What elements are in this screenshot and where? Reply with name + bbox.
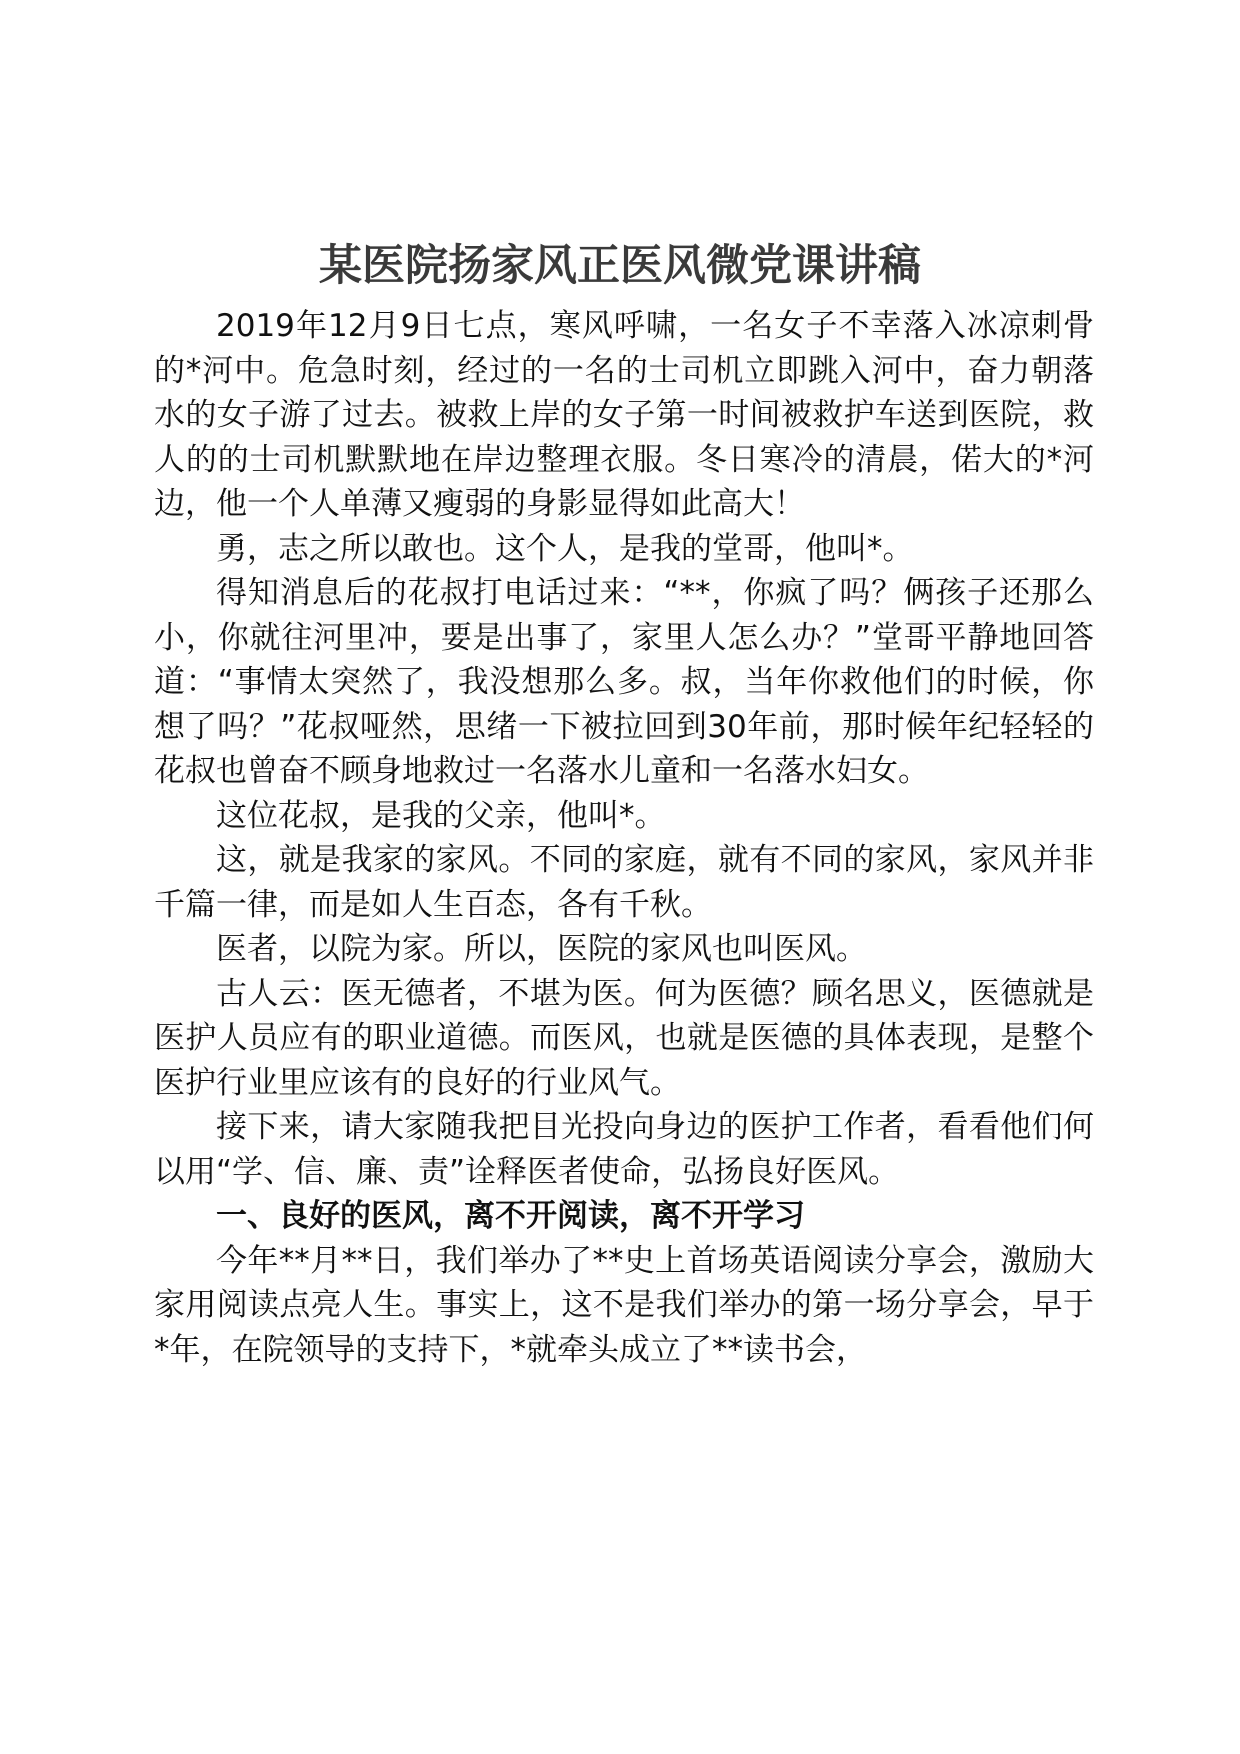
paragraph-reading-sharing: 今年**月**日，我们举办了**史上首场英语阅读分享会，激励大家用阅读点亮人生。事实上，这不是我们举办的第一场分享会，早于*年，在院领导的支持下，*就牵头成立了**读书会， [154, 1242, 1094, 1368]
paragraph-cousin: 勇，志之所以敢也。这个人，是我的堂哥，他叫*。 [216, 530, 914, 567]
paragraph-hospital-as-home: 医者，以院为家。所以，医院的家风也叫医风。 [216, 931, 867, 967]
document-body [154, 304, 1094, 1372]
paragraph-family-style: 这，就是我家的家风。不同的家庭，就有不同的家风，家风并非千篇一律，而是如人生百态，各有千秋。 [154, 842, 1094, 923]
paragraph-phone-call: 得知消息后的花叔打电话过来：“**，你疯了吗？俩孩子还那么小，你就往河里冲，要是出事了，家里人怎么办？”堂哥平静地回答道：“事情太突然了，我没想那么多。叔，当年你救他们的时候，你想了吗？”花叔哑然，思绪一下被拉回到30年前，那时候年纪轻轻的花叔也曾奋不顾身地救过一名落水儿童和一名落水妇女。 [154, 575, 1094, 789]
paragraph-father: 这位花叔，是我的父亲，他叫*。 [216, 797, 666, 834]
paragraph-medical-ethics: 古人云：医无德者，不堪为医。何为医德？顾名思义，医德就是医护人员应有的职业道德。而医风，也就是医德的具体表现，是整个医护行业里应该有的良好的行业风气。 [154, 975, 1094, 1101]
section-heading-reading: 一、良好的医风，离不开阅读，离不开学习 [216, 1198, 805, 1234]
document-title: 某医院扬家风正医风微党课讲稿 [319, 241, 921, 291]
paragraph-introduction: 接下来，请大家随我把目光投向身边的医护工作者，看看他们何以用“学、信、廉、责”诠释医者使命，弘扬良好医风。 [154, 1109, 1094, 1190]
paragraph-rescue-story: 2019年12月9日七点，寒风呼啸，一名女子不幸落入冰凉刺骨的*河中。危急时刻，经过的一名的士司机立即跳入河中，奋力朝落水的女子游了过去。被救上岸的女子第一时间被救护车送到医院，救人的的士司机默默地在岸边整理衣服。冬日寒冷的清晨，偌大的*河边，他一个人单薄又瘦弱的身影显得如此高大！ [154, 308, 1094, 522]
